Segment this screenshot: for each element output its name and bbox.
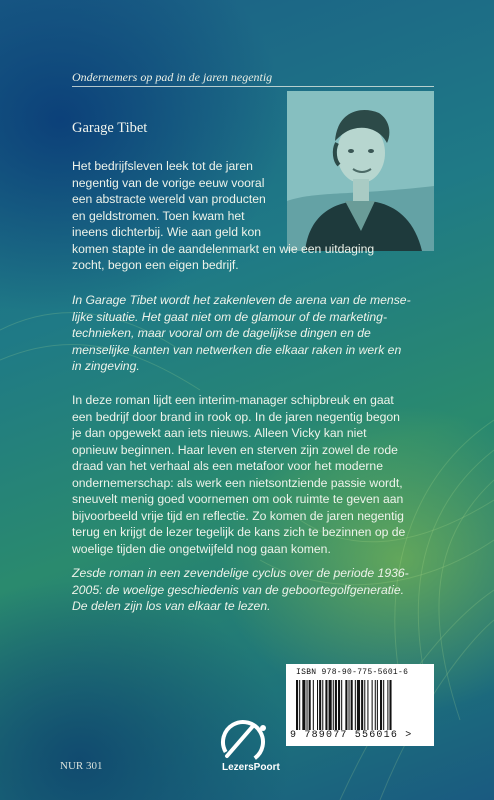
barcode-bar bbox=[319, 680, 321, 730]
text-line: en geldstromen. Toen kwam het bbox=[72, 208, 245, 223]
plot-paragraph bbox=[72, 392, 405, 557]
barcode-bar bbox=[389, 680, 391, 730]
intro-paragraph bbox=[72, 158, 374, 274]
barcode-bar bbox=[387, 680, 388, 730]
text-line: sneuvelt menig goed voornemen om ook ruimte te geven aan bbox=[72, 492, 404, 506]
text-line: komen stapte in de aandelenmarkt en wie een uitdaging bbox=[72, 241, 375, 256]
text-line: een abstracte wereld van producten bbox=[72, 192, 266, 206]
barcode-bar bbox=[307, 680, 308, 730]
text-line: negentig van de vorige eeuw vooral bbox=[72, 175, 265, 190]
series-tagline: Ondernemers op pad in de jaren negentig bbox=[72, 70, 273, 84]
barcode-bar bbox=[329, 680, 332, 730]
barcode-bar bbox=[335, 680, 337, 730]
text-line: In Garage Tibet wordt het zakenleven de arena van de mense- bbox=[72, 293, 411, 307]
barcode-bar bbox=[345, 680, 347, 730]
text-line: 2005: de woelige geschiedenis van de geboortegolfgeneratie. bbox=[72, 582, 405, 597]
text-line: technieken, maar vooral om de dagelijkse dingen en de bbox=[72, 326, 371, 340]
isbn-text: ISBN 978-90-775-5601-6 bbox=[296, 668, 409, 677]
text-line: lijke situatie. Het gaat niet om de glamour of de marketing- bbox=[72, 309, 388, 324]
text-line: ineens dichterbij. Wie aan geld kon bbox=[72, 225, 262, 239]
barcode-bar bbox=[299, 680, 300, 730]
ean-number: 9 789077 556016 > bbox=[290, 730, 413, 741]
barcode-bar bbox=[367, 680, 368, 730]
barcode-bar bbox=[309, 680, 311, 730]
barcode-bar bbox=[341, 680, 342, 730]
barcode-bar bbox=[349, 680, 350, 730]
barcode-bar bbox=[338, 680, 340, 730]
text-line: zocht, begon een eigen bedrijf. bbox=[72, 258, 239, 272]
summary-paragraph bbox=[72, 292, 411, 375]
text-line: Zesde roman in een zevendelige cyclus over de periode 1936- bbox=[72, 566, 409, 580]
barcode-bar bbox=[296, 680, 298, 730]
text-line: bijvoorbeeld vrije tijd en reflectie. Zo komen de jaren negentig bbox=[72, 508, 404, 523]
barcode-bar bbox=[302, 680, 305, 730]
text-line: De delen zijn los van elkaar te lezen. bbox=[72, 599, 271, 613]
barcode-bar bbox=[325, 680, 327, 730]
text-line: menselijke kanten van netwerken die elkaar raken in werk en bbox=[72, 342, 402, 357]
text-line: draad van het verhaal als een metafoor voor het moderne bbox=[72, 459, 383, 473]
text-line: ondernemerschap: als werk een nietsontziende passie wordt, bbox=[72, 475, 403, 490]
barcode-bar bbox=[380, 680, 382, 730]
nur-code: NUR 301 bbox=[60, 760, 103, 772]
barcode-bar bbox=[355, 680, 356, 730]
barcode-bar bbox=[322, 680, 323, 730]
barcode-bar bbox=[375, 680, 376, 730]
barcode-bar bbox=[317, 680, 318, 730]
text-line: woelige tijden die ongetwijfeld nog gaan komen. bbox=[72, 541, 331, 556]
text-line: Het bedrijfsleven leek tot de jaren bbox=[72, 159, 253, 173]
text-line: In deze roman lijdt een interim-manager schipbreuk en gaat bbox=[72, 393, 394, 407]
text-line: in zingeving. bbox=[72, 359, 140, 373]
divider-line bbox=[72, 86, 434, 87]
series-paragraph bbox=[72, 565, 409, 615]
publisher-logo-icon bbox=[205, 716, 289, 766]
barcode-bar bbox=[313, 680, 314, 730]
text-line: een bedrijf door brand in rook op. In de jaren negentig begon bbox=[72, 409, 400, 424]
barcode-bar bbox=[364, 680, 365, 730]
barcode-bar bbox=[333, 680, 334, 730]
barcode-bar bbox=[357, 680, 360, 730]
publisher-name: LezersPoort bbox=[222, 762, 280, 773]
text-line: terug en krijgt de lezer tegelijk de kans zich te bezinnen op de bbox=[72, 525, 406, 539]
barcode-bar bbox=[361, 680, 363, 730]
barcode-bar bbox=[377, 680, 378, 730]
barcode bbox=[286, 664, 434, 746]
barcode-bars bbox=[296, 680, 424, 730]
book-title: Garage Tibet bbox=[72, 120, 148, 136]
text-line: je dan opgewekt aan iets nieuws. Alleen Vicky kan niet bbox=[72, 426, 367, 440]
barcode-bar bbox=[372, 680, 373, 730]
barcode-bar bbox=[351, 680, 353, 730]
text-line: opnieuw beginnen. Haar leven en sterven zijn zowel de rode bbox=[72, 442, 398, 457]
barcode-bar bbox=[383, 680, 384, 730]
